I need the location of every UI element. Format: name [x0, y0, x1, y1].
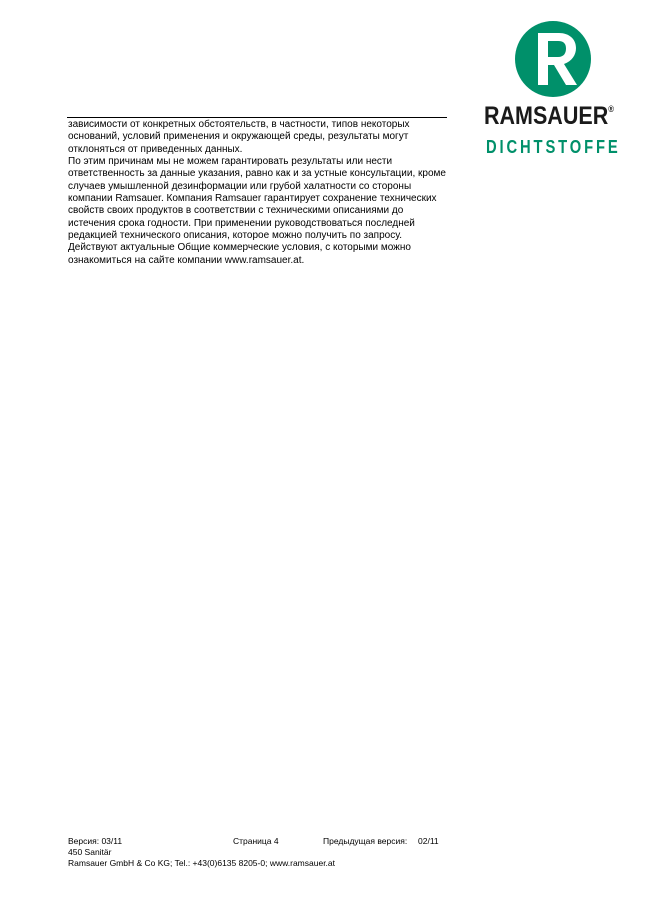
body-paragraph: По этим причинам мы не можем гарантировать результаты или нести ответственность за данные указания, равно как и за устные консультации, кроме случаев умышленной дезинформации или грубой халатности со стороны компании Ramsauer. Компания Ramsauer гарантирует сохранение технических свойств своих продуктов в соответствии с техническими описаниями до истечения срока годности. При применении руководствоваться последней редакцией технического описания, которое можно получить по запросу. Действуют актуальные Общие коммерческие условия, с которыми можно ознакомиться на сайте компании www.ramsauer.at. — [68, 156, 446, 266]
document-body — [68, 119, 448, 267]
footer-company: Ramsauer GmbH & Co KG; Tel.: +43(0)6135 8205-0; www.ramsauer.at — [68, 857, 336, 868]
logo-brand-name — [484, 102, 614, 131]
footer-meta-row — [68, 836, 548, 847]
footer-product: 450 Sanitär — [68, 847, 112, 857]
footer-version: Версия: 03/11 — [68, 836, 123, 846]
logo-subtitle: DICHTSTOFFE — [486, 137, 621, 157]
footer-previous-label: Предыдущая версия: — [323, 836, 408, 846]
logo-brand-text: RAMSAUER — [484, 102, 609, 130]
registered-mark: ® — [608, 104, 614, 114]
company-logo — [484, 20, 624, 160]
body-paragraph: зависимости от конкретных обстоятельств, в частности, типов некоторых оснований, условий применения и окружающей среды, результаты могут отклоняться от приведенных данных. — [68, 119, 410, 155]
ramsauer-r-logo-icon — [514, 20, 592, 98]
header-divider — [67, 117, 447, 118]
footer-previous-value: 02/11 — [418, 836, 439, 846]
page-footer — [68, 836, 548, 868]
footer-page-number: Страница 4 — [233, 836, 279, 846]
